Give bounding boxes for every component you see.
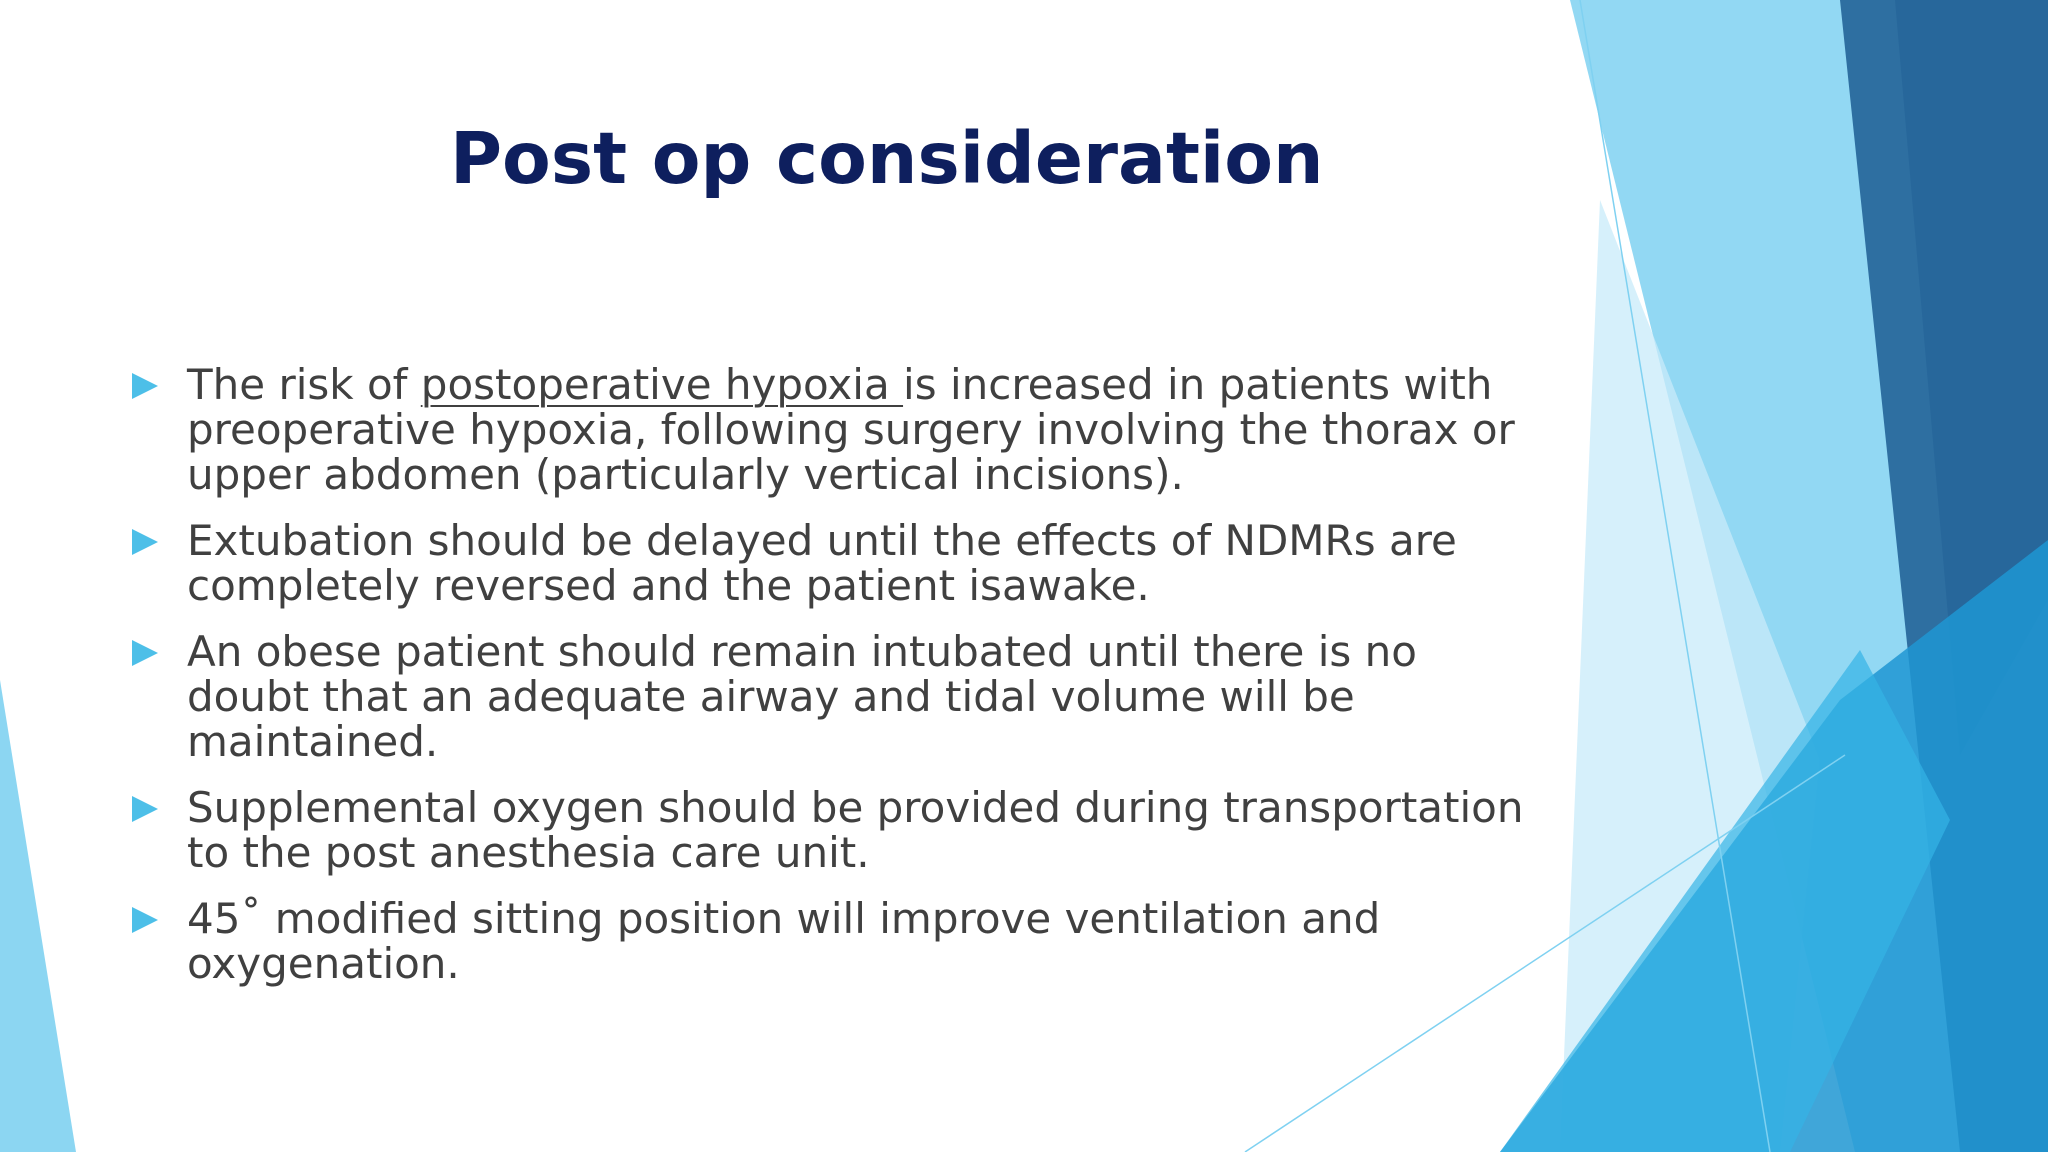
bullet-text: An obese patient should remain intubated until there is no doubt that an adequate airway and tidal volume will be maintained.: [187, 627, 1417, 766]
right-triangle-icon: [132, 907, 158, 933]
right-triangle-icon: [132, 796, 158, 822]
right-triangle-icon: [132, 373, 158, 399]
bullet-item: [130, 362, 1530, 497]
left-edge-sliver: [0, 680, 76, 1152]
bullet-link-text[interactable]: postoperative hypoxia: [420, 360, 904, 409]
bullet-text: Extubation should be delayed until the effects of NDMRs are completely reversed and the patient isawake.: [187, 516, 1457, 610]
bullet-list: [130, 362, 1530, 1007]
bullet-text: 45˚ modified sitting position will improve ventilation and oxygenation.: [187, 894, 1381, 988]
right-triangle-icon: [132, 640, 158, 666]
bullet-item: [130, 629, 1530, 764]
bullet-text: is increased in patients with preoperative hypoxia, following surgery involving the thorax or upper abdomen (particularly vertical incisions).: [187, 360, 1515, 499]
bullet-item: [130, 785, 1530, 875]
bullet-item: [130, 896, 1530, 986]
bullet-item: [130, 518, 1530, 608]
bullet-text: The risk of: [187, 360, 421, 409]
right-triangle-icon: [132, 529, 158, 555]
slide-title: Post op consideration: [450, 117, 1324, 200]
bullet-text: Supplemental oxygen should be provided during transportation to the post anesthesia care unit.: [187, 783, 1524, 877]
